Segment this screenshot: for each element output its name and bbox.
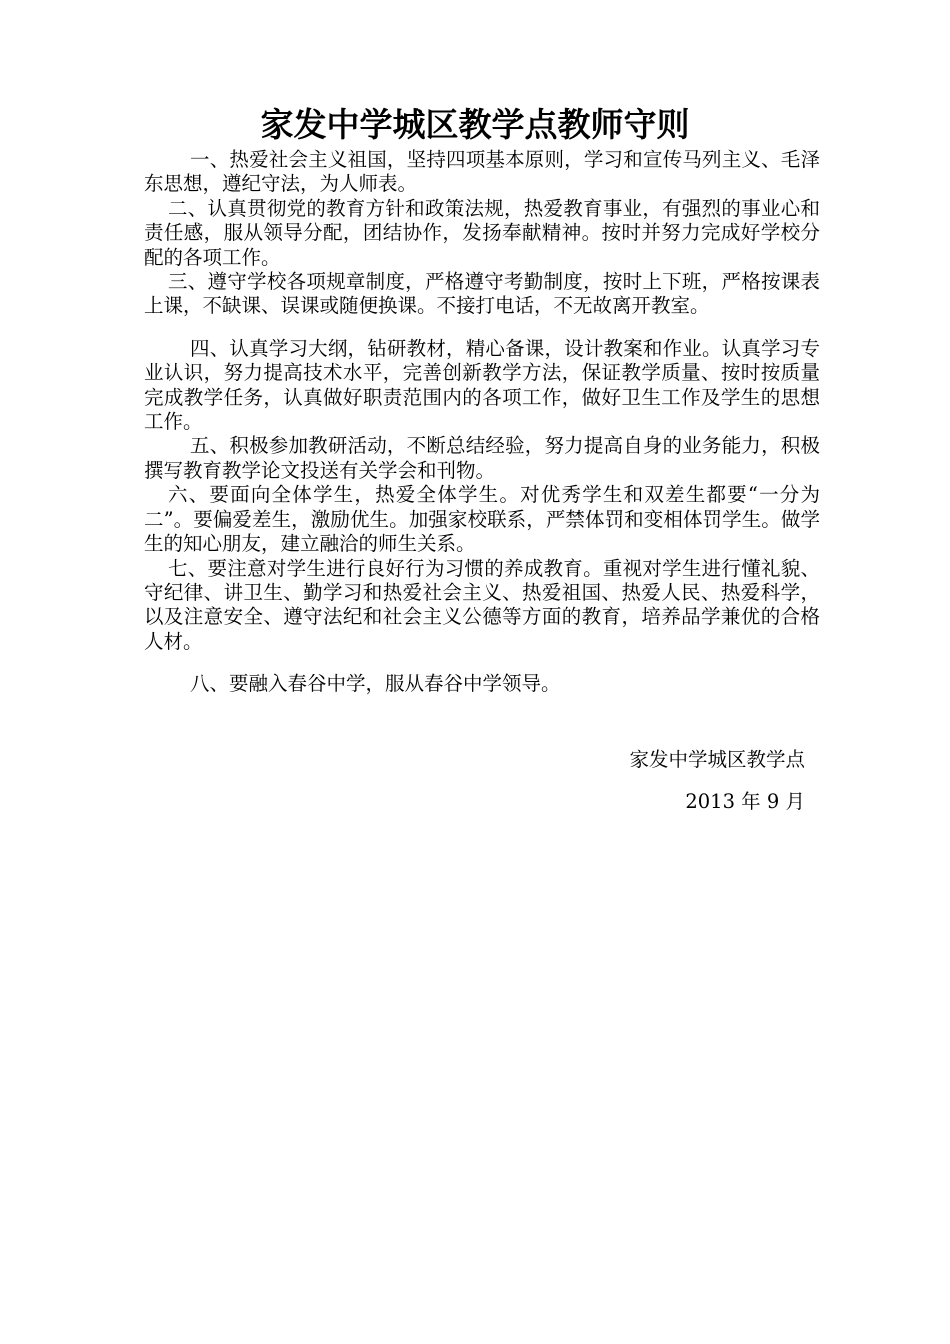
rule-paragraph-8: 八、要融入春谷中学，服从春谷中学领导。 bbox=[190, 672, 561, 696]
rule-paragraph-2: 二、认真贯彻党的教育方针和政策法规，热爱教育事业，有强烈的事业心和责任感，服从领导分配，团结协作，发扬奉献精神。按时并努力完成好学校分配的各项工作。 bbox=[144, 196, 820, 269]
rule-paragraph-4: 四、认真学习大纲，钻研教材，精心备课，设计教案和作业。认真学习专业认识，努力提高技术水平，完善创新教学方法，保证教学质量、按时按质量完成教学任务，认真做好职责范围内的各项工作，做好卫生工作及学生的思想工作。 bbox=[144, 336, 820, 434]
rule-paragraph-7: 七、要注意对学生进行良好行为习惯的养成教育。重视对学生进行懂礼貌、守纪律、讲卫生、勤学习和热爱社会主义、热爱祖国、热爱人民、热爱科学，以及注意安全、遵守法纪和社会主义公德等方面的教育，培养品学兼优的合格人材。 bbox=[144, 556, 820, 653]
signature: 家发中学城区教学点 bbox=[629, 748, 805, 771]
document-date: 2013 年 9 月 bbox=[685, 790, 805, 813]
rule-paragraph-5: 五、积极参加教研活动，不断总结经验，努力提高自身的业务能力，积极撰写教育教学论文投送有关学会和刊物。 bbox=[144, 434, 820, 482]
rule-paragraph-1: 一、热爱社会主义祖国，坚持四项基本原则，学习和宣传马列主义、毛泽东思想，遵纪守法，为人师表。 bbox=[144, 148, 820, 196]
document-body bbox=[144, 148, 820, 697]
rule-paragraph-6: 六、要面向全体学生，热爱全体学生。对优秀学生和双差生都要“一分为二”。要偏爱差生，激励优生。加强家校联系，严禁体罚和变相体罚学生。做学生的知心朋友，建立融洽的师生关系。 bbox=[144, 483, 820, 556]
document-title: 家发中学城区教学点教师守则 bbox=[260, 105, 690, 144]
rule-paragraph-3: 三、遵守学校各项规章制度，严格遵守考勤制度，按时上下班，严格按课表上课，不缺课、误课或随便换课。不接打电话，不无故离开教室。 bbox=[144, 270, 820, 318]
